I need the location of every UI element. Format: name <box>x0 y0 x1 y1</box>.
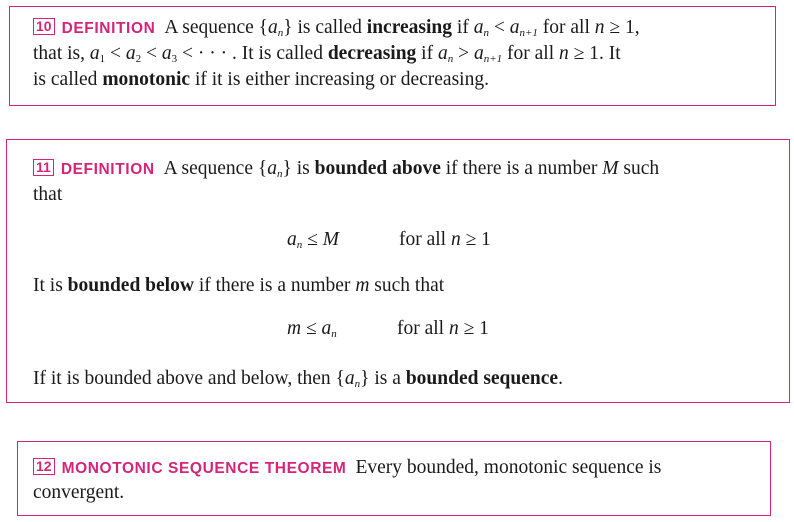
var-a: a <box>509 17 520 38</box>
text: . <box>558 368 563 389</box>
term-monotonic: monotonic <box>102 69 191 90</box>
definition-10-line-3 <box>33 67 489 92</box>
var-a: a <box>268 17 278 38</box>
display-condition-lower <box>397 318 489 340</box>
var-M: M <box>322 229 339 250</box>
text: A sequence { <box>163 158 268 179</box>
term-bounded-sequence: bounded sequence <box>405 368 559 389</box>
sub-n: n <box>296 239 303 251</box>
term-decreasing: decreasing <box>327 43 417 64</box>
text: } is called <box>283 17 367 38</box>
var-a: a <box>321 318 332 339</box>
var-a: a <box>344 368 355 389</box>
text: such that <box>369 275 445 296</box>
text: ≥ 1 <box>460 229 491 250</box>
text: if <box>416 43 438 64</box>
definition-10-line-1 <box>33 15 640 41</box>
definition-11-line-2: that <box>33 184 63 205</box>
text: for all <box>502 43 560 64</box>
definition-10-line-2 <box>33 41 621 66</box>
sub-n-plus-1: n+1 <box>519 27 538 39</box>
text: Every bounded, monotonic sequence is <box>355 457 662 478</box>
sub-n: n <box>447 53 454 65</box>
var-a: a <box>287 229 297 250</box>
text: ≥ 1. It <box>568 43 621 64</box>
var-M: M <box>602 158 619 179</box>
theorem-12-label: MONOTONIC SEQUENCE THEOREM <box>61 460 347 477</box>
text: for all <box>537 17 595 38</box>
var-a: a <box>437 43 448 64</box>
text: } is a <box>360 368 406 389</box>
text: < <box>488 17 510 38</box>
sub-n: n <box>483 27 489 39</box>
var-n: n <box>594 17 605 38</box>
text: ≥ 1 <box>458 318 489 339</box>
text: ≤ <box>302 229 323 250</box>
var-m: m <box>287 318 302 339</box>
text: if it is either increasing or decreasing. <box>190 69 489 90</box>
text: < · · · . It is called <box>177 43 328 64</box>
text: If it is bounded above and below, then { <box>33 368 345 389</box>
sub-n: n <box>276 168 283 180</box>
text: is called <box>33 69 103 90</box>
theorem-12-box <box>17 441 771 516</box>
sub-n: n <box>354 378 361 390</box>
var-n: n <box>450 229 461 250</box>
definition-11-line-4 <box>33 366 563 391</box>
definition-10-number: 10 <box>33 18 55 35</box>
sub-n: n <box>277 27 284 39</box>
text: ≤ <box>301 318 322 339</box>
term-increasing: increasing <box>366 17 453 38</box>
text: It is <box>33 275 68 296</box>
text: < <box>141 43 162 64</box>
var-n: n <box>559 43 569 64</box>
sub-2: 2 <box>135 53 142 65</box>
var-a: a <box>267 158 277 179</box>
display-condition-upper <box>399 229 491 251</box>
text: that is, <box>33 43 90 64</box>
var-a: a <box>473 17 484 38</box>
definition-10-box <box>9 6 776 106</box>
term-bounded-above: bounded above <box>314 158 441 179</box>
var-n: n <box>448 318 459 339</box>
definition-11-number: 11 <box>33 159 54 176</box>
var-a: a <box>89 43 100 64</box>
theorem-12-number: 12 <box>33 458 55 475</box>
display-formula-lower <box>287 318 337 340</box>
text: } is <box>282 158 315 179</box>
sub-n-plus-1: n+1 <box>483 53 503 65</box>
definition-11-label: DEFINITION <box>60 161 155 178</box>
definition-11-box <box>6 139 790 403</box>
definition-11-line-3 <box>33 273 444 298</box>
text: for all <box>399 229 451 250</box>
text: < <box>105 43 126 64</box>
var-m: m <box>355 275 370 296</box>
var-a: a <box>161 43 172 64</box>
var-a: a <box>473 43 484 64</box>
text: > <box>453 43 474 64</box>
text: such <box>618 158 660 179</box>
sub-1: 1 <box>99 53 106 65</box>
display-formula-upper <box>287 229 339 251</box>
text: A sequence { <box>164 17 268 38</box>
theorem-12-line-1 <box>33 455 661 481</box>
sub-n: n <box>331 328 337 340</box>
definition-10-label: DEFINITION <box>61 20 156 37</box>
text: for all <box>397 318 449 339</box>
theorem-12-line-2: convergent. <box>33 482 125 503</box>
var-a: a <box>125 43 136 64</box>
sub-3: 3 <box>171 53 178 65</box>
text: ≥ 1, <box>604 17 640 38</box>
text: if <box>452 17 474 38</box>
text: if there is a number <box>193 275 356 296</box>
text: if there is a number <box>440 158 603 179</box>
term-bounded-below: bounded below <box>67 275 194 296</box>
definition-11-line-1 <box>33 156 659 182</box>
